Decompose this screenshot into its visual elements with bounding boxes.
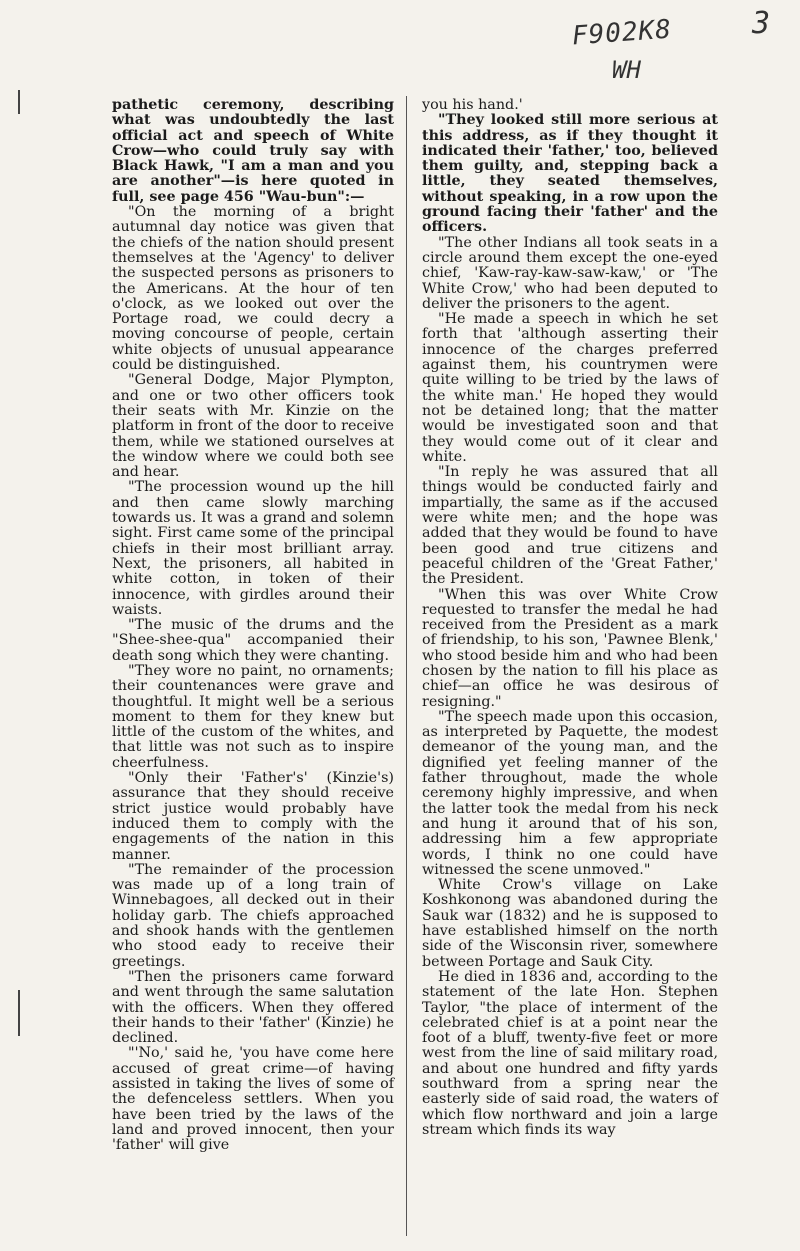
- article-paragraph: "The music of the drums and the "Shee-shee-qua" accompanied their death song which they were chanting.: [112, 617, 394, 664]
- left-margin-mark: [18, 990, 20, 1036]
- article-paragraph: "Only their 'Father's' (Kinzie's) assurance that they should receive strict justice would probably have induced them to comply with the engagements of the nation in this manner.: [112, 770, 394, 863]
- article-paragraph: "The remainder of the procession was made up of a long train of Winnebagoes, all decked out in their holiday garb. The chiefs approached and shook hands with the gentlemen who stood eady to receive their greetings.: [112, 861, 394, 970]
- column-divider: [406, 96, 407, 1236]
- article-paragraph: "The speech made upon this occasion, as interpreted by Paquette, the modest demeanor of the young man, and the dignified yet feeling manner of the father throughout, made the whole ceremony highly impressive, and when the latter took the medal from his neck and hung it around that of his son, addressing him a few appropriate words, I think no one could have witnessed the scene unmoved.": [422, 708, 718, 878]
- article-paragraph: "On the morning of a bright autumnal day notice was given that the chiefs of the nation should present themselves at the 'Agency' to deliver the suspected persons as prisoners to the Americans. At the hour of ten o'clock, as we looked out over the Portage road, we could decry a moving concourse of people, certain white objects of unusual appearance could be distinguished.: [112, 204, 394, 374]
- right-article-column: [422, 98, 718, 1138]
- catalog-id-annotation: F902K8: [571, 14, 673, 52]
- article-paragraph: White Crow's village on Lake Koshkonong was abandoned during the Sauk war (1832) and he is supposed to have established himself on the north side of the Wisconsin river, somewhere between Portage and Sauk City.: [422, 877, 718, 970]
- left-margin-mark: [18, 90, 20, 114]
- article-paragraph: He died in 1836 and, according to the statement of the late Hon. Stephen Taylor, "the place of interment of the celebrated chief is at a point near the foot of a bluff, twenty-five feet or more west from the line of said military road, and about one hundred and fifty yards southward from a spring near the easterly side of said road, the waters of which flow northward and join a large stream which finds its way: [422, 968, 718, 1138]
- article-paragraph: "When this was over White Crow requested to transfer the medal he had received from the President as a mark of friendship, to his son, 'Pawnee Blenk,' who stood beside him and who had been chosen by the nation to fill his place as chief—an office he was desirous of resigning.": [422, 586, 718, 710]
- article-paragraph: you his hand.': [422, 97, 523, 113]
- article-paragraph: "They wore no paint, no ornaments; their countenances were grave and thoughtful. It might well be a serious moment to them for they knew but little of the custom of the whites, and that little was not such as to inspire cheerfulness.: [112, 662, 394, 771]
- article-paragraph: "The other Indians all took seats in a circle around them except the one-eyed chief, 'Kaw-ray-kaw-saw-kaw,' or 'The White Crow,' who had been deputed to deliver the prisoners to the agent.: [422, 234, 718, 312]
- initials-annotation: WH: [612, 56, 641, 84]
- left-article-column: [112, 98, 394, 1153]
- article-paragraph: "He made a speech in which he set forth that 'although asserting their innocence of the charges preferred against them, his countrymen were quite willing to be tried by the laws of the white man.' He hoped they would not be detained long; that the matter would be investigated soon and that they would come out of it clear and white.: [422, 311, 718, 465]
- page-number-annotation: 3: [752, 6, 771, 41]
- article-paragraph: "In reply he was assured that all things would be conducted fairly and impartially, the same as if the accused were white men; and the hope was added that they would be found to have been good and true citizens and peaceful children of the 'Great Father,' the President.: [422, 464, 718, 588]
- article-paragraph: "General Dodge, Major Plympton, and one or two other officers took their seats with Mr. Kinzie on the platform in front of the door to receive them, while we stationed ourselves at the window where we could both see and hear.: [112, 372, 394, 481]
- article-paragraph: "'No,' said he, 'you have come here accused of great crime—of having assisted in taking the lives of some of the defenceless settlers. When you have been tried by the laws of the land and proved innocent, then your 'father' will give: [112, 1045, 394, 1154]
- article-paragraph: pathetic ceremony, describing what was undoubtedly the last official act and speech of White Crow—who could truly say with Black Hawk, "I am a man and you are another"—is here quoted in full, see page 456 "Wau-bun":—: [112, 97, 394, 205]
- article-paragraph: "Then the prisoners came forward and went through the same salutation with the officers. When they offered their hands to their 'father' (Kinzie) he declined.: [112, 968, 394, 1047]
- article-paragraph: "They looked still more serious at this address, as if they thought it indicated their 'father,' too, believed them guilty, and, stepping back a little, they seated themselves, without speaking, in a row upon the ground facing their 'father' and the officers.: [422, 112, 718, 236]
- article-paragraph: "The procession wound up the hill and then came slowly marching towards us. It was a grand and solemn sight. First came some of the principal chiefs in their most brilliant array. Next, the prisoners, all habited in white cotton, in token of their innocence, with girdles around their waists.: [112, 479, 394, 618]
